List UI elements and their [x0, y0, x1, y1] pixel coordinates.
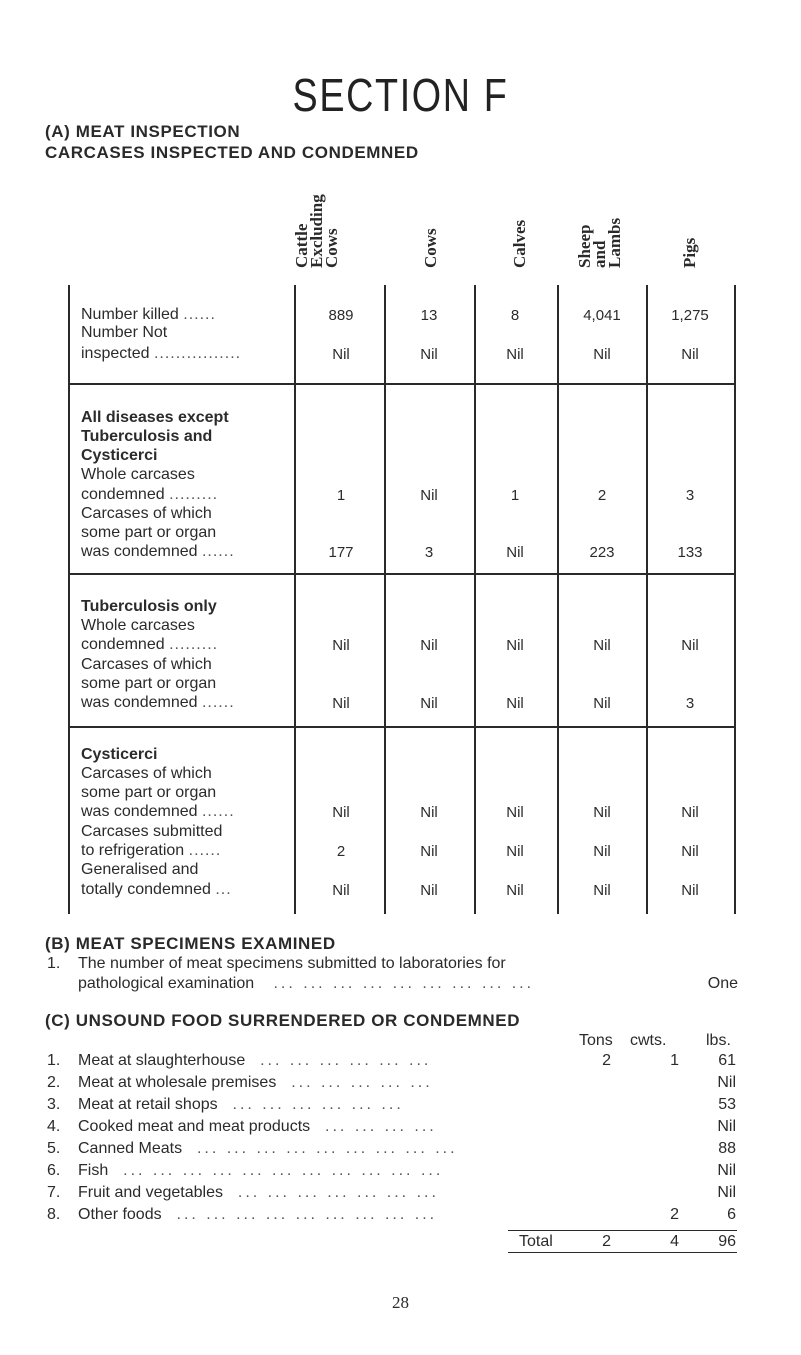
number-killed-cell-1: 13	[420, 307, 438, 324]
g4-general-cell-2: Nil	[506, 882, 524, 899]
part-c-col-lbs: lbs.	[706, 1032, 731, 1049]
g4-general-cell-3: Nil	[593, 882, 611, 899]
g4-part-cell-4: Nil	[681, 804, 699, 821]
g4-refrig-cell-3: Nil	[593, 843, 611, 860]
g4-refrig-cell-4: Nil	[681, 843, 699, 860]
group3-heading: Tuberculosis only	[81, 598, 217, 615]
g4-part-cell-3: Nil	[593, 804, 611, 821]
part-a-heading-1: (A) MEAT INSPECTION	[45, 122, 241, 141]
table-col-divider-5	[646, 285, 648, 914]
g2-part-cell-2: Nil	[506, 544, 524, 561]
group2-part-label-1: Carcases of which	[81, 505, 212, 522]
group2-heading-2: Tuberculosis and	[81, 428, 213, 445]
table-rule-3	[68, 726, 735, 728]
group2-whole-label-1: Whole carcases	[81, 466, 195, 483]
row-number-killed-label: Number killed ......	[81, 306, 216, 323]
g3-whole-cell-3: Nil	[593, 637, 611, 654]
total-label: Total	[519, 1233, 553, 1250]
g4-refrig-cell-0: 2	[336, 843, 346, 860]
group3-whole-label-1: Whole carcases	[81, 617, 195, 634]
number-killed-cell-0: 889	[328, 307, 354, 324]
food-item-4-label: Cooked meat and meat products ... ... ... ...	[78, 1118, 437, 1135]
group4-general-label-2: totally condemned ...	[81, 881, 232, 898]
not-inspected-cell-1: Nil	[420, 346, 438, 363]
food-item-8-label: Other foods ... ... ... ... ... ... ... ... ...	[78, 1206, 438, 1223]
group4-part-label-3: was condemned ......	[81, 803, 235, 820]
table-col-divider-1	[294, 285, 296, 914]
food-item-4-lbs: Nil	[717, 1118, 736, 1135]
column-header-3-line-0: Sheep	[575, 224, 594, 268]
group3-part-label-2: some part or organ	[81, 675, 217, 692]
g4-part-cell-2: Nil	[506, 804, 524, 821]
table-col-divider-2	[384, 285, 386, 914]
number-killed-cell-3: 4,041	[583, 307, 621, 324]
food-item-4-number: 4.	[47, 1118, 61, 1135]
group2-heading-1: All diseases except	[81, 409, 229, 426]
g4-part-cell-0: Nil	[332, 804, 350, 821]
food-item-7-lbs: Nil	[717, 1184, 736, 1201]
not-inspected-cell-2: Nil	[506, 346, 524, 363]
column-header-1-line-0: Cows	[421, 228, 440, 268]
g3-part-cell-1: Nil	[420, 695, 438, 712]
g2-part-cell-1: 3	[424, 544, 434, 561]
group3-part-label-3: was condemned ......	[81, 694, 235, 711]
g2-whole-cell-4: 3	[685, 487, 695, 504]
g4-general-cell-0: Nil	[332, 882, 350, 899]
g4-refrig-cell-2: Nil	[506, 843, 524, 860]
group3-whole-label-2: condemned .........	[81, 636, 219, 653]
food-item-6-label: Fish ... ... ... ... ... ... ... ... ... ... ...	[78, 1162, 444, 1179]
food-item-3-number: 3.	[47, 1096, 61, 1113]
group2-whole-label-2: condemned .........	[81, 486, 219, 503]
food-item-2-lbs: Nil	[717, 1074, 736, 1091]
food-item-8-cwts: 2	[670, 1206, 679, 1223]
table-rule-2	[68, 573, 735, 575]
group2-heading-3: Cysticerci	[81, 447, 158, 464]
g2-part-cell-4: 133	[677, 544, 703, 561]
food-item-7-number: 7.	[47, 1184, 61, 1201]
food-item-3-label: Meat at retail shops ... ... ... ... ... ...	[78, 1096, 404, 1113]
g3-part-cell-2: Nil	[506, 695, 524, 712]
part-a-heading-2: CARCASES INSPECTED AND CONDEMNED	[45, 143, 419, 162]
group4-refrig-label-2: to refrigeration ......	[81, 842, 222, 859]
g2-part-cell-3: 223	[589, 544, 615, 561]
food-item-5-lbs: 88	[718, 1140, 736, 1157]
g3-whole-cell-4: Nil	[681, 637, 699, 654]
g2-whole-cell-3: 2	[597, 487, 607, 504]
number-killed-cell-2: 8	[510, 307, 520, 324]
g4-general-cell-1: Nil	[420, 882, 438, 899]
part-b-heading: (B) MEAT SPECIMENS EXAMINED	[45, 934, 336, 953]
g2-whole-cell-2: 1	[510, 487, 520, 504]
g3-part-cell-3: Nil	[593, 695, 611, 712]
part-c-col-cwts: cwts.	[630, 1032, 667, 1049]
food-item-1-lbs: 61	[718, 1052, 736, 1069]
table-rule-1	[68, 383, 735, 385]
column-header-4-line-0: Pigs	[680, 237, 699, 268]
g3-whole-cell-2: Nil	[506, 637, 524, 654]
table-col-divider-4	[557, 285, 559, 914]
column-header-0-line-2: Cows	[322, 228, 341, 268]
group2-part-label-2: some part or organ	[81, 524, 217, 541]
group4-general-label-1: Generalised and	[81, 861, 199, 878]
total-cwts: 4	[670, 1233, 679, 1250]
g2-whole-cell-1: Nil	[420, 487, 438, 504]
g2-whole-cell-0: 1	[336, 487, 346, 504]
food-item-1-tons: 2	[602, 1052, 611, 1069]
column-header-0-line-1: Excluding	[307, 194, 326, 268]
total-lbs: 96	[718, 1233, 736, 1250]
section-title: SECTION F	[292, 69, 509, 121]
column-header-3-line-2: Lambs	[605, 217, 624, 268]
part-b-value: One	[707, 975, 738, 992]
not-inspected-cell-3: Nil	[593, 346, 611, 363]
g3-part-cell-4: 3	[685, 695, 695, 712]
food-item-2-number: 2.	[47, 1074, 61, 1091]
total-rule-bottom	[508, 1252, 737, 1253]
food-item-6-lbs: Nil	[717, 1162, 736, 1179]
food-item-1-label: Meat at slaughterhouse ... ... ... ... ... ...	[78, 1052, 432, 1069]
table-border-left	[68, 285, 70, 914]
g4-part-cell-1: Nil	[420, 804, 438, 821]
part-c-heading: (C) UNSOUND FOOD SURRENDERED OR CONDEMNED	[45, 1011, 521, 1030]
group4-part-label-2: some part or organ	[81, 784, 217, 801]
g3-part-cell-0: Nil	[332, 695, 350, 712]
not-inspected-cell-0: Nil	[332, 346, 350, 363]
page-number: 28	[392, 1293, 409, 1312]
part-b-item-number: 1.	[47, 955, 61, 972]
g3-whole-cell-0: Nil	[332, 637, 350, 654]
food-item-3-lbs: 53	[718, 1096, 736, 1113]
number-killed-cell-4: 1,275	[671, 307, 709, 324]
food-item-7-label: Fruit and vegetables ... ... ... ... ... ... ...	[78, 1184, 439, 1201]
column-header-3-line-1: and	[590, 240, 609, 268]
g2-part-cell-0: 177	[328, 544, 354, 561]
part-c-col-tons: Tons	[579, 1032, 613, 1049]
food-item-5-number: 5.	[47, 1140, 61, 1157]
row-not-inspected-label-1: Number Not	[81, 324, 168, 341]
food-item-1-number: 1.	[47, 1052, 61, 1069]
total-rule-top	[508, 1230, 737, 1231]
g4-general-cell-4: Nil	[681, 882, 699, 899]
g3-whole-cell-1: Nil	[420, 637, 438, 654]
group2-part-label-3: was condemned ......	[81, 543, 235, 560]
table-border-right	[734, 285, 736, 914]
group4-part-label-1: Carcases of which	[81, 765, 212, 782]
food-item-8-lbs: 6	[727, 1206, 736, 1223]
food-item-1-cwts: 1	[670, 1052, 679, 1069]
total-tons: 2	[602, 1233, 611, 1250]
group4-refrig-label-1: Carcases submitted	[81, 823, 223, 840]
food-item-6-number: 6.	[47, 1162, 61, 1179]
part-b-line-2: pathological examination ... ... ... ... ... ... ... ... ...	[78, 975, 535, 992]
food-item-8-number: 8.	[47, 1206, 61, 1223]
part-b-line-1: The number of meat specimens submitted to laboratories for	[78, 955, 506, 972]
food-item-5-label: Canned Meats ... ... ... ... ... ... ... ... ...	[78, 1140, 458, 1157]
not-inspected-cell-4: Nil	[681, 346, 699, 363]
g4-refrig-cell-1: Nil	[420, 843, 438, 860]
column-header-0-line-0: Cattle	[292, 223, 311, 268]
row-not-inspected-label-2: inspected ................	[81, 345, 242, 362]
group4-heading: Cysticerci	[81, 746, 158, 763]
column-header-2-line-0: Calves	[510, 219, 529, 268]
food-item-2-label: Meat at wholesale premises ... ... ... ... ...	[78, 1074, 433, 1091]
group3-part-label-1: Carcases of which	[81, 656, 212, 673]
